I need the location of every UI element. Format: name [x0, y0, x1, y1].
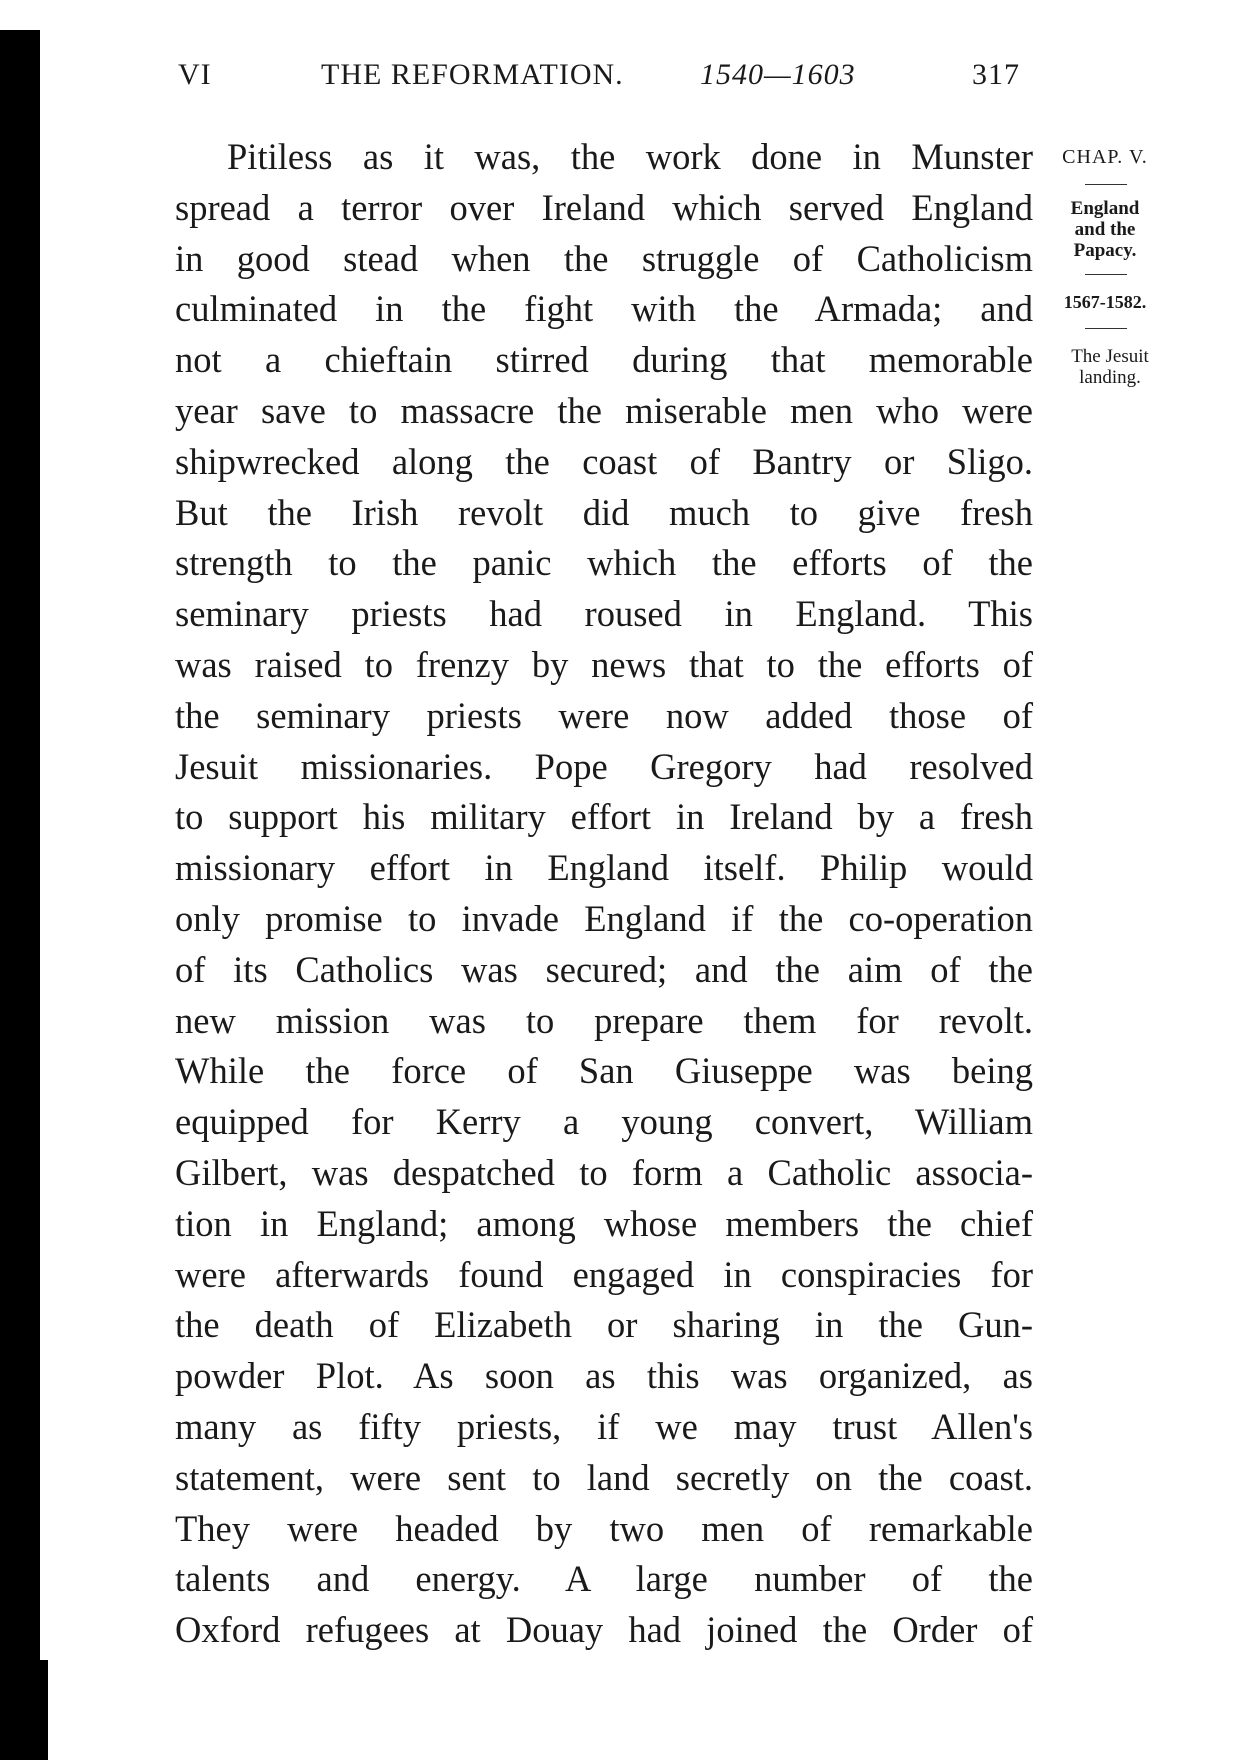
body-line: culminated in the fight with the Armada; and — [175, 288, 1033, 330]
margin-topic — [1040, 198, 1170, 261]
running-head-dates: 1540—1603 — [700, 58, 856, 91]
margin-subtopic — [1040, 346, 1180, 388]
margin-years: 1567-1582. — [1063, 292, 1147, 312]
margin-chapter-label: CHAP. V. — [1062, 146, 1148, 168]
body-line: year save to massacre the miserable men who were — [175, 389, 1033, 431]
body-line: talents and energy. A large number of the — [175, 1558, 1033, 1600]
margin-topic-line: Papacy. — [1073, 240, 1137, 261]
running-head — [178, 58, 1020, 98]
body-line: of its Catholics was secured; and the aim of the — [175, 948, 1033, 990]
binding-shadow-tail — [36, 1660, 48, 1760]
body-line: equipped for Kerry a young convert, William — [175, 1101, 1033, 1143]
page-number: 317 — [972, 58, 1020, 91]
body-line: tion in England; among whose members the chief — [175, 1202, 1033, 1244]
running-head-chapter: VI — [178, 58, 212, 91]
body-line: Oxford refugees at Douay had joined the Order of — [175, 1609, 1033, 1651]
body-line: new mission was to prepare them for revolt. — [175, 999, 1033, 1041]
body-line: Gilbert, was despatched to form a Catholic associa- — [175, 1151, 1033, 1193]
margin-subtopic-line: The Jesuit — [1071, 346, 1149, 367]
body-line: spread a terror over Ireland which served England — [175, 186, 1033, 228]
body-line: not a chieftain stirred during that memorable — [175, 339, 1033, 381]
margin-topic-line: England — [1070, 198, 1140, 219]
body-line: in good stead when the struggle of Catholicism — [175, 237, 1033, 279]
margin-rule — [1085, 328, 1127, 329]
body-line: They were headed by two men of remarkable — [175, 1507, 1033, 1549]
body-line: many as fifty priests, if we may trust Allen's — [175, 1405, 1033, 1447]
body-line: the seminary priests were now added those of — [175, 694, 1033, 736]
body-line: statement, were sent to land secretly on the coast. — [175, 1456, 1033, 1498]
body-line: shipwrecked along the coast of Bantry or Sligo. — [175, 440, 1033, 482]
body-text — [175, 132, 1033, 1656]
body-line: strength to the panic which the efforts of the — [175, 542, 1033, 584]
body-line: missionary effort in England itself. Philip would — [175, 847, 1033, 889]
running-head-title: THE REFORMATION. — [321, 58, 624, 91]
body-line: While the force of San Giuseppe was being — [175, 1050, 1033, 1092]
body-line: was raised to frenzy by news that to the efforts of — [175, 643, 1033, 685]
body-line: Pitiless as it was, the work done in Munster — [227, 136, 1033, 177]
margin-subtopic-line: landing. — [1079, 367, 1141, 388]
body-line: seminary priests had roused in England. This — [175, 593, 1033, 635]
body-line: only promise to invade England if the co-operation — [175, 897, 1033, 939]
body-line: Jesuit missionaries. Pope Gregory had resolved — [175, 745, 1033, 787]
body-line: But the Irish revolt did much to give fresh — [175, 491, 1033, 533]
margin-rule — [1085, 184, 1127, 185]
margin-rule — [1085, 274, 1127, 275]
body-line: to support his military effort in Ireland by a fresh — [175, 796, 1033, 838]
binding-shadow — [0, 30, 40, 1760]
body-line: powder Plot. As soon as this was organized, as — [175, 1355, 1033, 1397]
margin-topic-line: and the — [1074, 219, 1136, 240]
body-line: were afterwards found engaged in conspiracies for — [175, 1253, 1033, 1295]
body-line: the death of Elizabeth or sharing in the Gun- — [175, 1304, 1033, 1346]
